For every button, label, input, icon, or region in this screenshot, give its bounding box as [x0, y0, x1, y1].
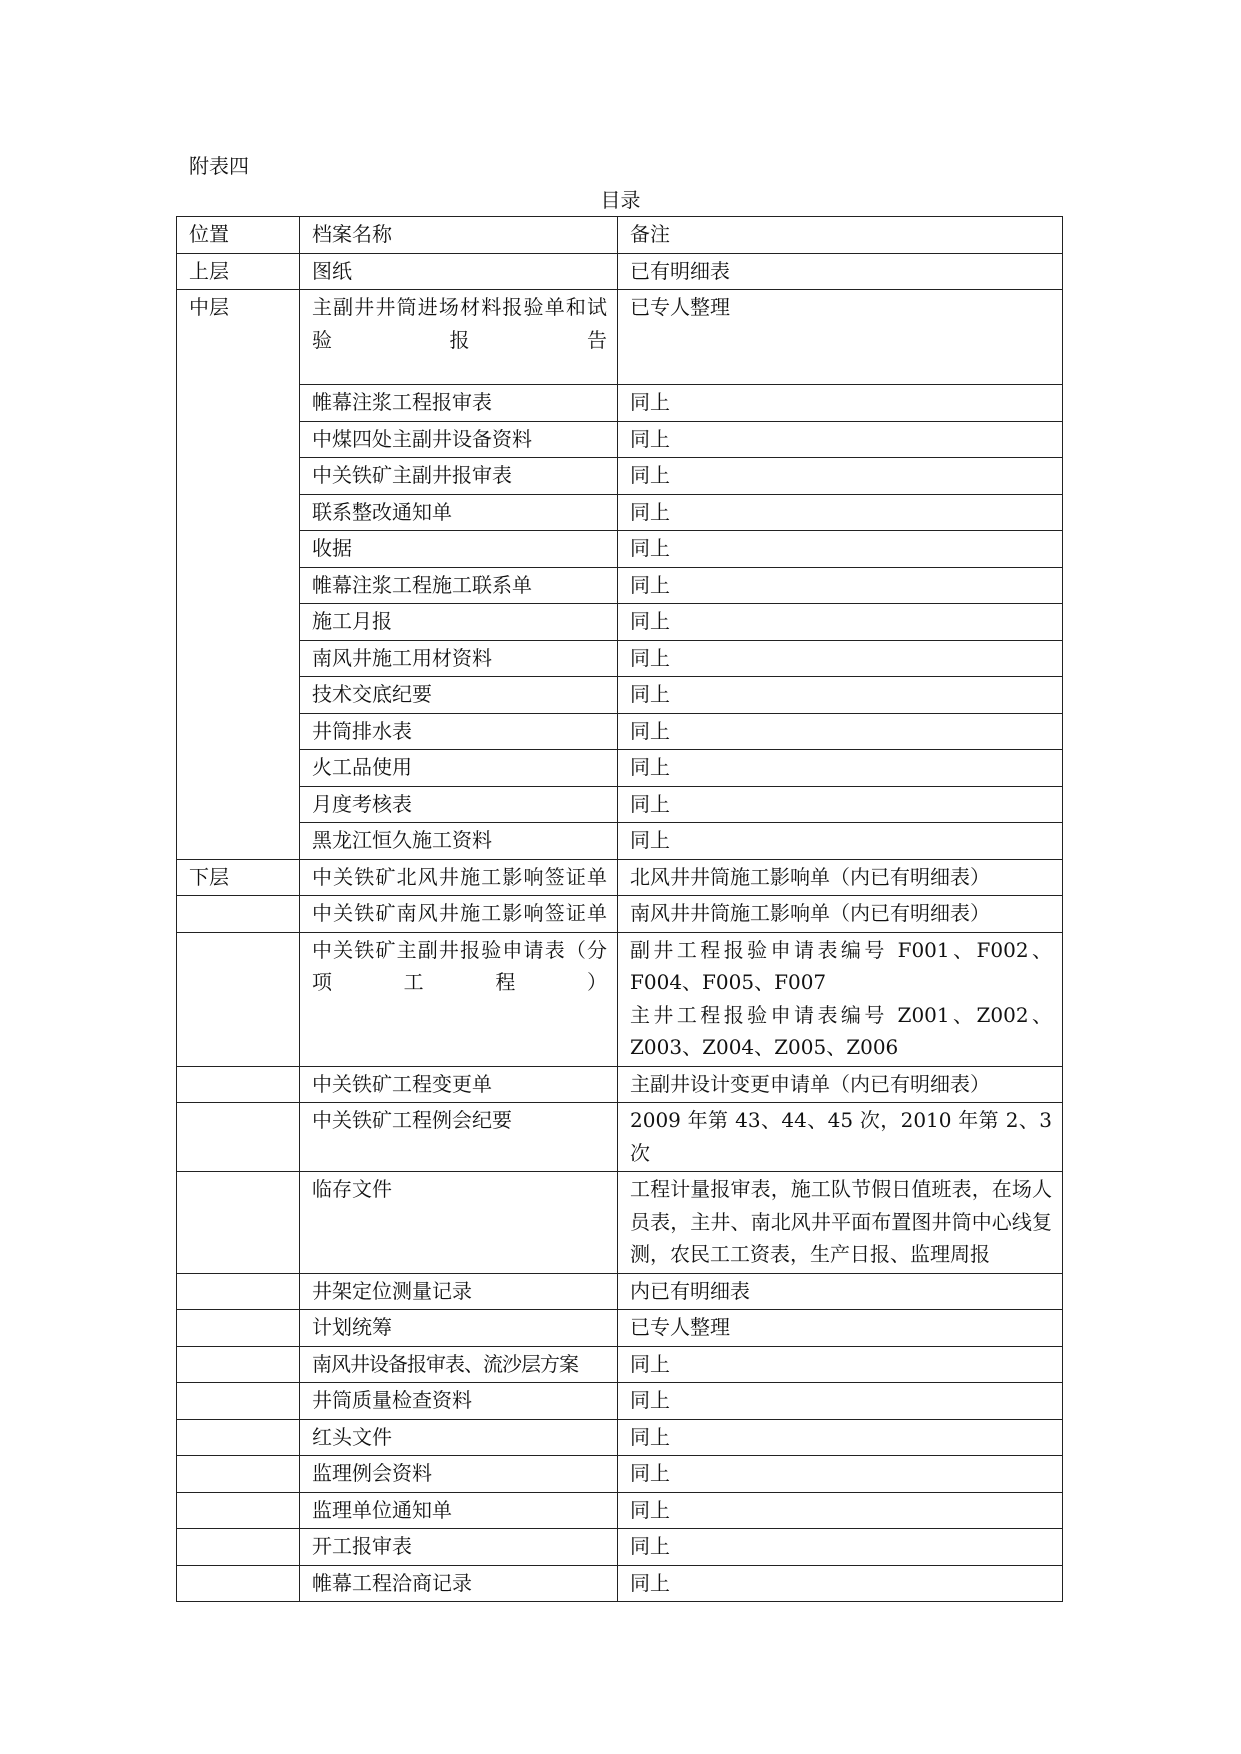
catalog-table [176, 216, 1063, 1602]
row-position [177, 385, 300, 422]
row-remark: 主副井设计变更申请单（内已有明细表） [618, 1066, 1063, 1103]
table-row [177, 932, 1063, 1066]
table-row [177, 1383, 1063, 1420]
table-row [177, 1529, 1063, 1566]
row-name: 主副井井筒进场材料报验单和试验报告 [300, 290, 618, 385]
remark-line: 副井工程报验申请表编号 F001、F002、 [630, 937, 1052, 962]
remark-line: Z003、Z004、Z005、Z006 [630, 1035, 899, 1059]
row-name: 中关铁矿南风井施工影响签证单 [300, 896, 618, 933]
row-position [177, 786, 300, 823]
row-remark: 同上 [618, 1529, 1063, 1566]
table-row [177, 494, 1063, 531]
row-name: 帷幕注浆工程报审表 [300, 385, 618, 422]
row-position [177, 494, 300, 531]
table-row [177, 1492, 1063, 1529]
row-name: 施工月报 [300, 604, 618, 641]
row-remark: 已专人整理 [618, 1310, 1063, 1347]
row-position [177, 1103, 300, 1172]
table-header-row [177, 217, 1063, 254]
row-position [177, 1310, 300, 1347]
row-name: 井筒质量检查资料 [300, 1383, 618, 1420]
row-remark: 同上 [618, 1492, 1063, 1529]
row-name: 中煤四处主副井设备资料 [300, 421, 618, 458]
row-position: 中层 [177, 290, 300, 385]
table-row [177, 531, 1063, 568]
row-position [177, 1492, 300, 1529]
table-row [177, 786, 1063, 823]
row-remark: 北风井井筒施工影响单（内已有明细表） [618, 859, 1063, 896]
row-name: 黑龙江恒久施工资料 [300, 823, 618, 860]
row-name: 中关铁矿主副井报验申请表（分项工程） [300, 932, 618, 1066]
table-row [177, 713, 1063, 750]
row-remark: 同上 [618, 1419, 1063, 1456]
table-row [177, 1565, 1063, 1602]
row-name: 开工报审表 [300, 1529, 618, 1566]
remark-line: 主井工程报验申请表编号 Z001、Z002、 [630, 1002, 1052, 1027]
row-name: 南风井设备报审表、流沙层方案 [300, 1346, 618, 1383]
row-remark: 同上 [618, 494, 1063, 531]
table-row [177, 896, 1063, 933]
row-position: 上层 [177, 253, 300, 290]
table-row [177, 1103, 1063, 1172]
row-name: 南风井施工用材资料 [300, 640, 618, 677]
row-remark: 同上 [618, 1565, 1063, 1602]
row-position [177, 1565, 300, 1602]
row-name: 联系整改通知单 [300, 494, 618, 531]
row-remark: 同上 [618, 713, 1063, 750]
table-row [177, 750, 1063, 787]
row-position [177, 1383, 300, 1420]
document-title: 目录 [600, 188, 641, 212]
row-position [177, 1273, 300, 1310]
table-row [177, 1310, 1063, 1347]
row-position [177, 567, 300, 604]
row-name: 图纸 [300, 253, 618, 290]
header-position: 位置 [177, 217, 300, 254]
row-remark: 同上 [618, 604, 1063, 641]
row-name: 红头文件 [300, 1419, 618, 1456]
row-name: 中关铁矿主副井报审表 [300, 458, 618, 495]
row-position [177, 750, 300, 787]
table-row [177, 823, 1063, 860]
row-name: 计划统筹 [300, 1310, 618, 1347]
row-name: 井筒排水表 [300, 713, 618, 750]
row-remark: 同上 [618, 823, 1063, 860]
table-row [177, 859, 1063, 896]
row-remark: 已专人整理 [618, 290, 1063, 385]
table-row [177, 604, 1063, 641]
row-remark: 同上 [618, 1383, 1063, 1420]
row-remark: 同上 [618, 786, 1063, 823]
row-position [177, 1172, 300, 1274]
row-position [177, 823, 300, 860]
row-name: 井架定位测量记录 [300, 1273, 618, 1310]
row-name: 帷幕工程洽商记录 [300, 1565, 618, 1602]
table-row [177, 640, 1063, 677]
row-position [177, 1529, 300, 1566]
table-row [177, 1066, 1063, 1103]
row-remark: 同上 [618, 750, 1063, 787]
row-remark: 同上 [618, 1456, 1063, 1493]
header-name: 档案名称 [300, 217, 618, 254]
row-position [177, 1346, 300, 1383]
row-name: 技术交底纪要 [300, 677, 618, 714]
row-position: 下层 [177, 859, 300, 896]
row-name: 中关铁矿工程例会纪要 [300, 1103, 618, 1172]
table-row [177, 1346, 1063, 1383]
row-name: 监理单位通知单 [300, 1492, 618, 1529]
row-remark: 同上 [618, 421, 1063, 458]
row-name: 中关铁矿北风井施工影响签证单 [300, 859, 618, 896]
row-remark: 同上 [618, 1346, 1063, 1383]
row-remark [618, 932, 1063, 1066]
table-row [177, 385, 1063, 422]
row-name: 中关铁矿工程变更单 [300, 1066, 618, 1103]
row-position [177, 458, 300, 495]
row-name: 监理例会资料 [300, 1456, 618, 1493]
table-row [177, 290, 1063, 385]
row-remark: 内已有明细表 [618, 1273, 1063, 1310]
row-position [177, 932, 300, 1066]
table-row [177, 1273, 1063, 1310]
appendix-label: 附表四 [189, 154, 249, 178]
row-position [177, 1066, 300, 1103]
table-row [177, 1419, 1063, 1456]
row-remark: 同上 [618, 567, 1063, 604]
row-remark: 2009 年第 43、44、45 次，2010 年第 2、3 次 [618, 1103, 1063, 1172]
row-name: 火工品使用 [300, 750, 618, 787]
header-remark: 备注 [618, 217, 1063, 254]
row-remark: 工程计量报审表，施工队节假日值班表，在场人员表，主井、南北风井平面布置图井筒中心线复测，农民工工资表，生产日报、监理周报 [618, 1172, 1063, 1274]
row-remark: 南风井井筒施工影响单（内已有明细表） [618, 896, 1063, 933]
table-row [177, 253, 1063, 290]
row-position [177, 640, 300, 677]
row-name: 临存文件 [300, 1172, 618, 1274]
row-position [177, 677, 300, 714]
table-row [177, 458, 1063, 495]
row-position [177, 531, 300, 568]
row-remark: 同上 [618, 385, 1063, 422]
row-remark: 同上 [618, 640, 1063, 677]
row-name: 帷幕注浆工程施工联系单 [300, 567, 618, 604]
row-remark: 同上 [618, 458, 1063, 495]
row-position [177, 604, 300, 641]
table-row [177, 567, 1063, 604]
row-position [177, 1419, 300, 1456]
row-name: 收据 [300, 531, 618, 568]
row-position [177, 713, 300, 750]
row-name: 月度考核表 [300, 786, 618, 823]
table-row [177, 421, 1063, 458]
row-position [177, 1456, 300, 1493]
table-row [177, 1172, 1063, 1274]
row-position [177, 421, 300, 458]
remark-line: F004、F005、F007 [630, 970, 827, 994]
table-row [177, 1456, 1063, 1493]
row-position [177, 896, 300, 933]
row-remark: 已有明细表 [618, 253, 1063, 290]
row-remark: 同上 [618, 531, 1063, 568]
table-row [177, 677, 1063, 714]
row-remark: 同上 [618, 677, 1063, 714]
